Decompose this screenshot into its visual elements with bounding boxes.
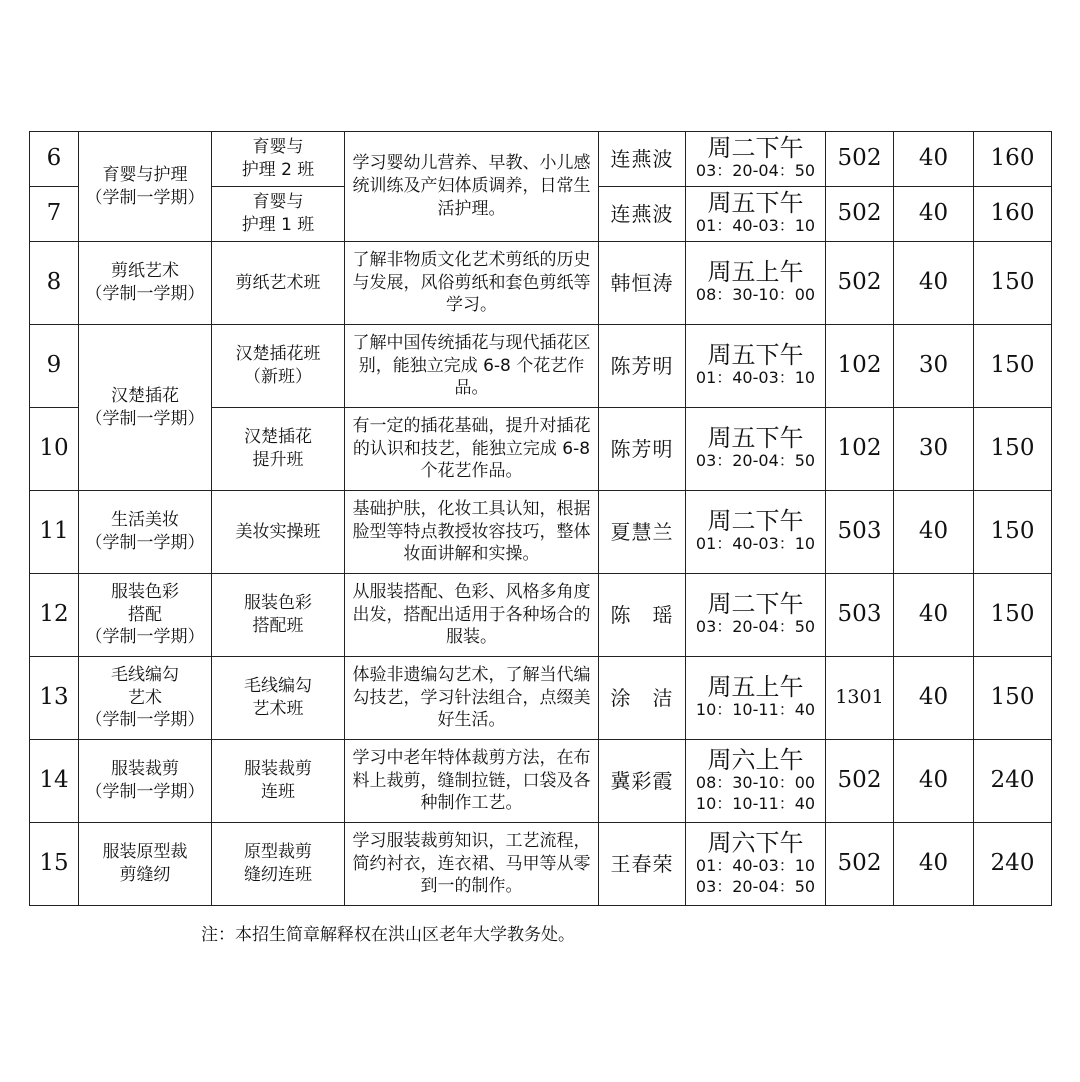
table-row [30, 132, 1052, 187]
class-capacity: 30 [894, 408, 974, 491]
course-name: 育婴与护理 （学制一学期） [79, 132, 212, 242]
course-name: 服装色彩 搭配 （学制一学期） [79, 574, 212, 657]
course-description: 学习中老年特体裁剪方法，在布料上裁剪，缝制拉链，口袋及各种制作工艺。 [345, 740, 599, 823]
course-name: 汉楚插花 （学制一学期） [79, 325, 212, 491]
course-name: 服装原型裁 剪缝纫 [79, 823, 212, 906]
room-number: 502 [826, 740, 894, 823]
class-time: 周五下午 01：40-03：10 [686, 187, 826, 242]
class-time: 周二下午 03：20-04：50 [686, 574, 826, 657]
course-description: 基础护肤，化妆工具认知，根据脸型等特点教授妆容技巧，整体妆面讲解和实操。 [345, 491, 599, 574]
teacher-name: 陈芳明 [599, 325, 686, 408]
row-number: 15 [30, 823, 79, 906]
tuition-fee: 150 [974, 408, 1052, 491]
class-capacity: 40 [894, 574, 974, 657]
table-row [30, 740, 1052, 823]
class-name: 美妆实操班 [212, 491, 345, 574]
class-name: 剪纸艺术班 [212, 242, 345, 325]
course-description: 学习婴幼儿营养、早教、小儿感统训练及产妇体质调养，日常生活护理。 [345, 132, 599, 242]
row-number: 9 [30, 325, 79, 408]
class-capacity: 40 [894, 187, 974, 242]
class-name: 汉楚插花 提升班 [212, 408, 345, 491]
class-name: 服装色彩 搭配班 [212, 574, 345, 657]
course-description: 从服装搭配、色彩、风格多角度出发，搭配出适用于各种场合的服装。 [345, 574, 599, 657]
class-time: 周五上午 10：10-11：40 [686, 657, 826, 740]
room-number: 502 [826, 242, 894, 325]
class-capacity: 40 [894, 823, 974, 906]
tuition-fee: 150 [974, 325, 1052, 408]
teacher-name: 韩恒涛 [599, 242, 686, 325]
row-number: 7 [30, 187, 79, 242]
row-number: 14 [30, 740, 79, 823]
teacher-name: 陈 瑶 [599, 574, 686, 657]
course-description: 体验非遗编勾艺术，了解当代编勾技艺，学习针法组合，点缀美好生活。 [345, 657, 599, 740]
room-number: 503 [826, 574, 894, 657]
class-name: 原型裁剪 缝纫连班 [212, 823, 345, 906]
room-number: 502 [826, 132, 894, 187]
teacher-name: 涂 洁 [599, 657, 686, 740]
row-number: 11 [30, 491, 79, 574]
class-time: 周二下午 01：40-03：10 [686, 491, 826, 574]
tuition-fee: 240 [974, 823, 1052, 906]
room-number: 102 [826, 325, 894, 408]
course-description: 了解非物质文化艺术剪纸的历史与发展，风俗剪纸和套色剪纸等学习。 [345, 242, 599, 325]
class-time: 周六下午 01：40-03：10 03：20-04：50 [686, 823, 826, 906]
table-row [30, 242, 1052, 325]
class-capacity: 40 [894, 740, 974, 823]
course-description: 学习服装裁剪知识，工艺流程，简约衬衣，连衣裙、马甲等从零到一的制作。 [345, 823, 599, 906]
tuition-fee: 160 [974, 132, 1052, 187]
course-name: 服装裁剪 （学制一学期） [79, 740, 212, 823]
class-capacity: 40 [894, 132, 974, 187]
teacher-name: 连燕波 [599, 187, 686, 242]
course-schedule-table [29, 131, 1052, 906]
teacher-name: 陈芳明 [599, 408, 686, 491]
class-name: 服装裁剪 连班 [212, 740, 345, 823]
tuition-fee: 240 [974, 740, 1052, 823]
tuition-fee: 150 [974, 491, 1052, 574]
class-capacity: 40 [894, 657, 974, 740]
class-capacity: 40 [894, 491, 974, 574]
class-time: 周五下午 01：40-03：10 [686, 325, 826, 408]
class-time: 周五上午 08：30-10：00 [686, 242, 826, 325]
row-number: 13 [30, 657, 79, 740]
class-time: 周二下午 03：20-04：50 [686, 132, 826, 187]
row-number: 8 [30, 242, 79, 325]
class-time: 周五下午 03：20-04：50 [686, 408, 826, 491]
room-number: 102 [826, 408, 894, 491]
tuition-fee: 150 [974, 574, 1052, 657]
course-name: 生活美妆 （学制一学期） [79, 491, 212, 574]
class-name: 汉楚插花班 （新班） [212, 325, 345, 408]
row-number: 12 [30, 574, 79, 657]
course-name: 毛线编勾 艺术 （学制一学期） [79, 657, 212, 740]
teacher-name: 王春荣 [599, 823, 686, 906]
class-name: 育婴与 护理 2 班 [212, 132, 345, 187]
table-row [30, 657, 1052, 740]
course-description: 有一定的插花基础，提升对插花的认识和技艺，能独立完成 6-8 个花艺作品。 [345, 408, 599, 491]
footnote: 注：本招生简章解释权在洪山区老年大学教务处。 [201, 925, 575, 945]
teacher-name: 连燕波 [599, 132, 686, 187]
tuition-fee: 150 [974, 242, 1052, 325]
class-name: 育婴与 护理 1 班 [212, 187, 345, 242]
class-capacity: 30 [894, 325, 974, 408]
course-name: 剪纸艺术 （学制一学期） [79, 242, 212, 325]
room-number: 502 [826, 187, 894, 242]
room-number: 503 [826, 491, 894, 574]
table-row [30, 823, 1052, 906]
tuition-fee: 160 [974, 187, 1052, 242]
row-number: 10 [30, 408, 79, 491]
teacher-name: 冀彩霞 [599, 740, 686, 823]
room-number: 1301 [826, 657, 894, 740]
tuition-fee: 150 [974, 657, 1052, 740]
table-row [30, 325, 1052, 408]
teacher-name: 夏慧兰 [599, 491, 686, 574]
table-row [30, 491, 1052, 574]
class-capacity: 40 [894, 242, 974, 325]
class-time: 周六上午 08：30-10：00 10：10-11：40 [686, 740, 826, 823]
table-row [30, 574, 1052, 657]
course-description: 了解中国传统插花与现代插花区别，能独立完成 6-8 个花艺作品。 [345, 325, 599, 408]
row-number: 6 [30, 132, 79, 187]
room-number: 502 [826, 823, 894, 906]
class-name: 毛线编勾 艺术班 [212, 657, 345, 740]
